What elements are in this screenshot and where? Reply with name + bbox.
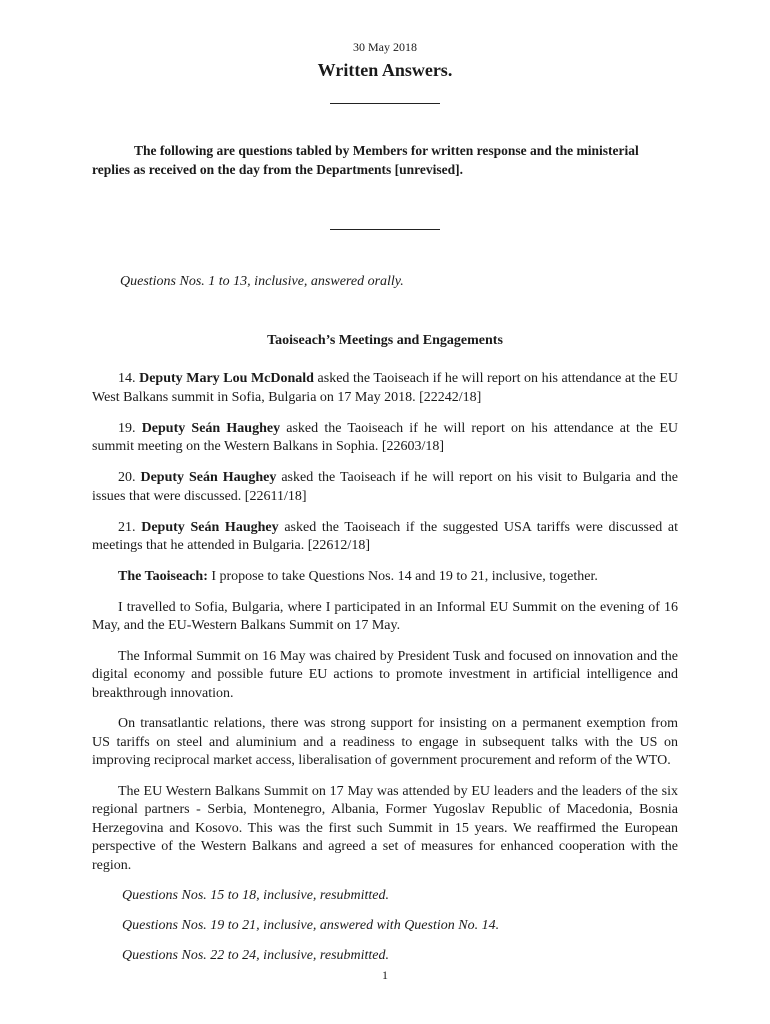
question-text: asked the Taoiseach if he will report on his attendance at the EU summit meeting on the Western Balkans in Sophia. [22603/18] [92, 420, 678, 454]
question-deputy: Deputy Seán Haughey [141, 420, 281, 436]
title-divider [330, 103, 440, 104]
question-19 [92, 420, 678, 457]
question-deputy: Deputy Seán Haughey [140, 470, 277, 485]
question-deputy: Deputy Mary Lou McDonald [139, 371, 314, 386]
answer-paragraph: The EU Western Balkans Summit on 17 May was attended by EU leaders and the leaders of the six regional partners - Serbia, Montenegro, Albania, Former Yugoslav Republic of Macedonia, Bosnia Herzegovina and Kosovo. This was the first such Summit in 15 years. We reaffirmed the European perspective of the Western Balkans and agreed a set of measures for enhanced cooperation with the region. [92, 783, 678, 873]
question-21 [92, 519, 678, 556]
question-20 [92, 469, 678, 506]
answer-paragraph: The Informal Summit on 16 May was chaired by President Tusk and focused on innovation and the digital economy and possible future EU actions to promote investment in artificial intelligence and breakthrough innovation. [92, 648, 678, 701]
closing-note: Questions Nos. 22 to 24, inclusive, resubmitted. [122, 948, 390, 963]
document-title: Written Answers. [317, 60, 453, 80]
question-text: asked the Taoiseach if he will report on his visit to Bulgaria and the issues that were discussed. [22611/18] [92, 470, 678, 504]
question-text: asked the Taoiseach if the suggested USA tariffs were discussed at meetings that he attended in Bulgaria. [22612/18] [92, 519, 678, 553]
question-number: 21. [118, 519, 136, 535]
question-14 [92, 370, 678, 407]
answer-paragraph: I travelled to Sofia, Bulgaria, where I participated in an Informal EU Summit on the evening of 16 May, and the EU-Western Balkans Summit on 17 May. [92, 599, 678, 633]
question-text: asked the Taoiseach if he will report on his attendance at the EU West Balkans summit in Sofia, Bulgaria on 17 May 2018. [22242/18] [92, 371, 679, 405]
page-number: 1 [382, 968, 388, 982]
document-date: 30 May 2018 [353, 40, 417, 54]
answer-paragraph: On transatlantic relations, there was strong support for insisting on a permanent exemption from US tariffs on steel and aluminium and a readiness to engage in subsequent talks with the US on improving reciprocal market access, liberalisation of government procurement and reform of the WTO. [92, 716, 678, 768]
oral-answers-note: Questions Nos. 1 to 13, inclusive, answered orally. [120, 274, 404, 289]
closing-note: Questions Nos. 15 to 18, inclusive, resubmitted. [122, 888, 390, 903]
answer-speaker: The Taoiseach: [118, 569, 208, 584]
answer-opening-text: I propose to take Questions Nos. 14 and 19 to 21, inclusive, together. [207, 569, 598, 584]
section-heading: Taoiseach’s Meetings and Engagements [267, 333, 503, 348]
closing-note: Questions Nos. 19 to 21, inclusive, answered with Question No. 14. [122, 918, 500, 933]
question-number: 19. [118, 420, 136, 436]
section-body [92, 370, 678, 977]
question-number: 14. [118, 371, 136, 386]
intro-divider [330, 229, 440, 230]
answer-opening [92, 568, 678, 587]
intro-paragraph: The following are questions tabled by Members for written response and the ministerial replies as received on the day from the Departments [unrevised]. [92, 143, 639, 177]
question-number: 20. [118, 470, 136, 485]
question-deputy: Deputy Seán Haughey [141, 519, 279, 535]
